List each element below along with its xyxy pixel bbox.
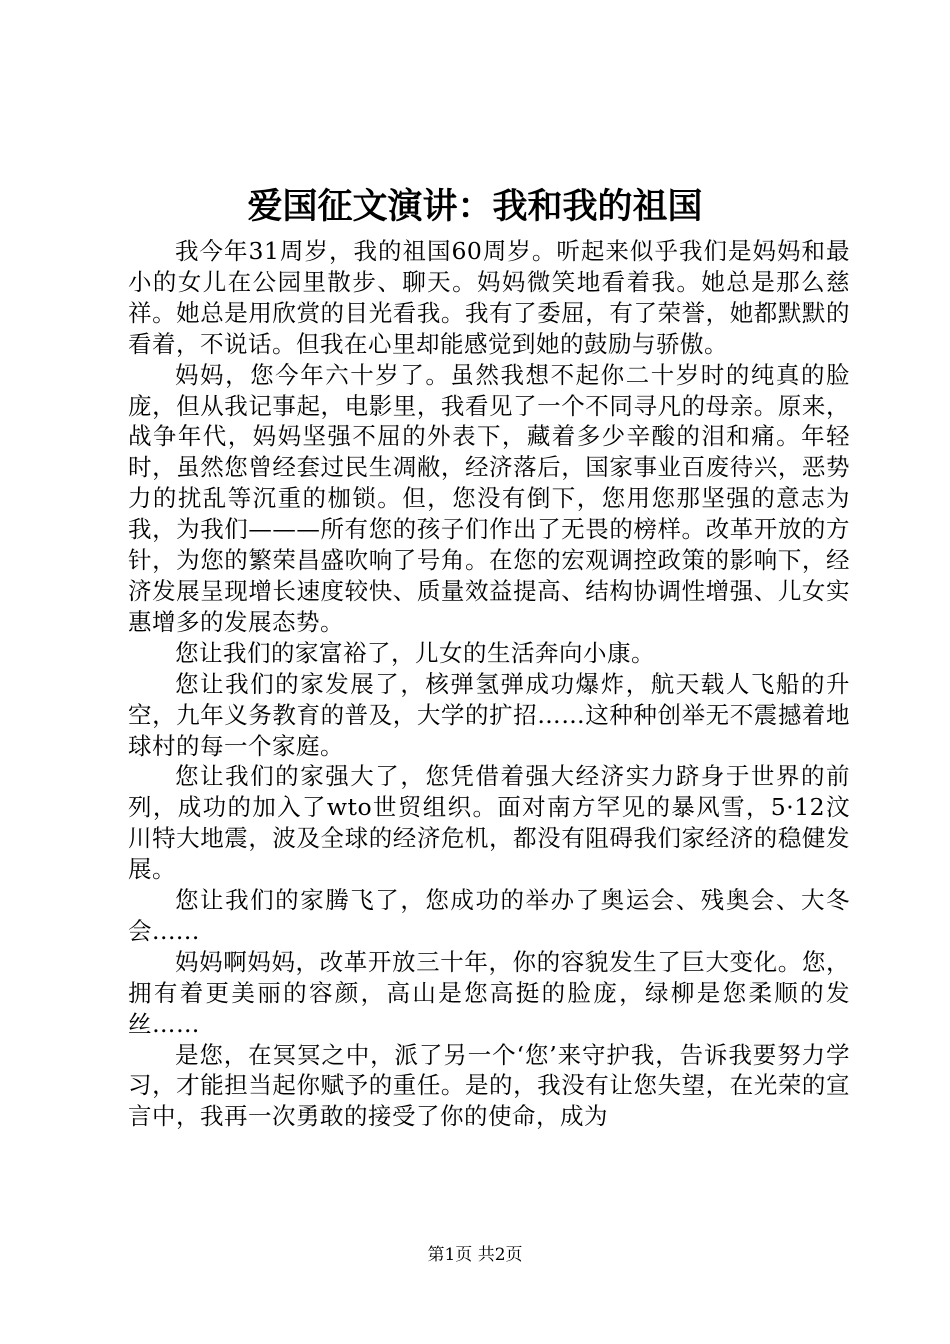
paragraph: 妈妈啊妈妈，改革开放三十年，你的容貌发生了巨大变化。您，拥有着更美丽的容颜，高山是您高挺的脸庞，绿柳是您柔顺的发丝…… (128, 947, 850, 1038)
page-footer: 第1页 共2页 (427, 1245, 523, 1265)
paragraph: 您让我们的家发展了，核弹氢弹成功爆炸，航天载人飞船的升空，九年义务教育的普及，大学的扩招……这种种创举无不震撼着地球村的每一个家庭。 (128, 669, 850, 760)
document-title: 爱国征文演讲：我和我的祖国 (247, 186, 703, 227)
paragraph: 您让我们的家富裕了，儿女的生活奔向小康。 (175, 638, 655, 667)
paragraph: 您让我们的家腾飞了，您成功的举办了奥运会、残奥会、大冬会...... (128, 886, 850, 945)
paragraph: 妈妈，您今年六十岁了。虽然我想不起你二十岁时的纯真的脸庞，但从我记事起，电影里，我看见了一个不同寻凡的母亲。原来，战争年代，妈妈坚强不屈的外表下，藏着多少辛酸的泪和痛。年轻时，虽然您曾经套过民生凋敝，经济落后，国家事业百废待兴，恶势力的扰乱等沉重的枷锁。但，您没有倒下，您用您那坚强的意志为我，为我们———所有您的孩子们作出了无畏的榜样。改革开放的方针，为您的繁荣昌盛吹响了号角。在您的宏观调控政策的影响下，经济发展呈现增长速度较快、质量效益提高、结构协调性增强、儿女实惠增多的发展态势。 (128, 360, 850, 636)
paragraph: 我今年31周岁，我的祖国60周岁。听起来似乎我们是妈妈和最小的女儿在公园里散步、聊天。妈妈微笑地看着我。她总是那么慈祥。她总是用欣赏的目光看我。我有了委屈，有了荣誉，她都默默的看着，不说话。但我在心里却能感觉到她的鼓励与骄傲。 (128, 237, 850, 358)
paragraph: 您让我们的家强大了，您凭借着强大经济实力跻身于世界的前列，成功的加入了wto世贸组织。面对南方罕见的暴风雪，5·12汶川特大地震，波及全球的经济危机，都没有阻碍我们家经济的稳健发展。 (128, 762, 850, 884)
document-body (128, 236, 850, 1132)
paragraph: 是您，在冥冥之中，派了另一个‘您’来守护我，告诉我要努力学习，才能担当起你赋予的重任。是的，我没有让您失望，在光荣的宣言中，我再一次勇敢的接受了你的使命，成为 (128, 1040, 850, 1131)
